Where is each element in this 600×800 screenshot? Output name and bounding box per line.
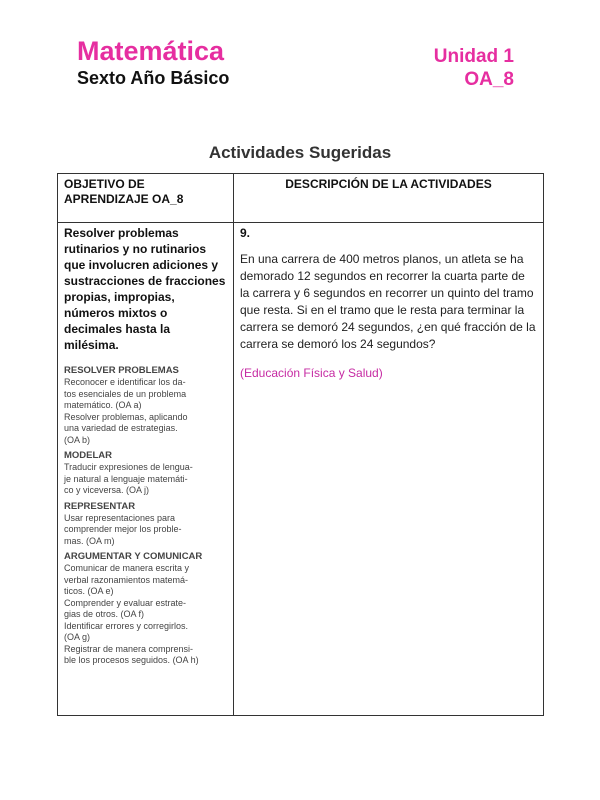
skill-line: (OA g) — [64, 632, 91, 642]
skill-line: ticos. (OA e) — [64, 586, 114, 596]
objective-cell — [58, 223, 234, 716]
objective-column-header: OBJETIVO DE APRENDIZAJE OA_8 — [58, 174, 234, 223]
activity-cell — [234, 223, 544, 716]
skill-line: je natural a lenguaje matemáti- — [64, 473, 188, 484]
skill-title: ARGUMENTAR Y COMUNICAR — [64, 551, 203, 562]
skill-line: una variedad de estrategias. — [64, 423, 178, 433]
table-header-row — [58, 174, 544, 223]
skill-line: mas. (OA m) — [64, 535, 115, 546]
skill-line: Traducir expresiones de lengua- — [64, 462, 193, 472]
skill-line: (OA b) — [64, 434, 91, 445]
skill-title: REPRESENTAR — [64, 500, 136, 512]
section-title: Actividades Sugeridas — [208, 143, 392, 162]
activity-content — [234, 223, 543, 382]
grade-title: Sexto Año Básico — [77, 68, 230, 88]
skill-title: MODELAR — [64, 450, 113, 461]
skill-line: gias de otros. (OA f) — [64, 609, 145, 619]
skill-line: ble los procesos seguidos. (OA h) — [64, 655, 199, 665]
skill-group-argumentar — [64, 551, 227, 667]
skill-line: Identificar errores y corregirlos. — [64, 620, 189, 631]
skill-line: verbal razonamientos matemá- — [64, 574, 189, 585]
activity-subject-tag: (Educación Física y Salud) — [240, 366, 383, 380]
subject-title: Matemática — [77, 36, 225, 66]
activities-table — [57, 173, 544, 716]
skill-group-representar — [64, 501, 227, 548]
skill-group-modelar — [64, 450, 227, 497]
skill-line: tos esenciales de un problema — [64, 388, 187, 399]
skills-list — [58, 359, 233, 667]
activity-number: 9. — [240, 226, 251, 240]
skill-title: RESOLVER PROBLEMAS — [64, 365, 179, 376]
skill-line: Reconocer e identificar los da- — [64, 377, 186, 387]
table-row — [58, 223, 544, 716]
skill-line: Resolver problemas, aplicando — [64, 411, 188, 422]
skill-line: Usar representaciones para — [64, 512, 176, 523]
description-column-header: DESCRIPCIÓN DE LA ACTIVIDADES — [234, 174, 544, 223]
skill-line: Comprender y evaluar estrate- — [64, 597, 187, 608]
activity-text: En una carrera de 400 metros planos, un atleta se ha demorado 12 segundos en recorrer la cuarta parte de la carrera y 6 segundos en recorrer un quinto del tramo que resta. Si en el tramo que le resta para terminar la carrera se demoró 24 segundos, ¿en qué fracción de la carrera se demoró los 24 segundos? — [240, 252, 536, 351]
skill-line: Comunicar de manera escrita y — [64, 563, 190, 573]
objective-code-label: OA_8 — [464, 69, 514, 90]
skill-line: co y viceversa. (OA j) — [64, 485, 150, 495]
skill-line: comprender mejor los proble- — [64, 524, 182, 534]
skill-line: Registrar de manera comprensi- — [64, 643, 194, 654]
skill-group-resolver — [64, 365, 227, 446]
skill-line: matemático. (OA a) — [64, 400, 142, 410]
unit-label: Unidad 1 — [433, 46, 514, 67]
objective-text: Resolver problemas rutinarios y no rutinarios que involucren adiciones y sustracciones de fracciones propias, impropias, números mixtos o decimales hasta la milésima. — [64, 226, 226, 352]
